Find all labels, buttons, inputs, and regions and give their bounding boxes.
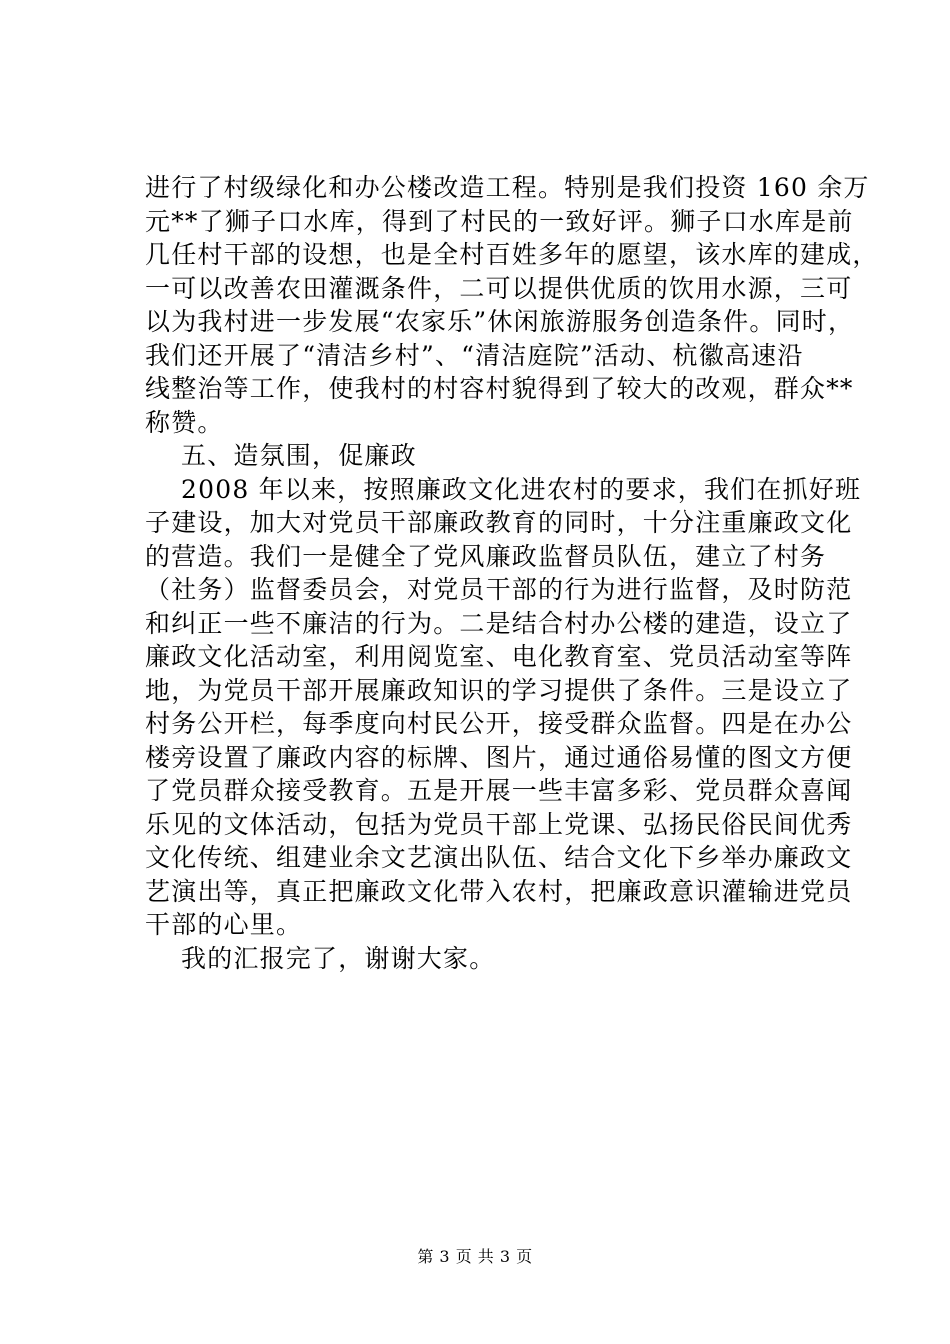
section-heading-text: 五、造氛围，促廉政 (181, 441, 417, 470)
paragraph-integrity-culture (145, 473, 862, 942)
text-line: 一可以改善农田灌溉条件，二可以提供优质的饮用水源，三可 (145, 273, 853, 303)
text-line: 干部的心里。 (145, 910, 303, 939)
text-line: 乐见的文体活动，包括为党员干部上党课、弘扬民俗民间优秀 (145, 809, 853, 839)
text-line: 和纠正一些不廉洁的行为。二是结合村办公楼的建造，设立了 (145, 608, 853, 638)
closing-text: 我的汇报完了，谢谢大家。 (181, 943, 496, 973)
text-line: 以为我村进一步发展“农家乐”休闲旅游服务创造条件。同时， (145, 307, 855, 336)
closing-paragraph (145, 942, 845, 976)
text-line: 几任村干部的设想，也是全村百姓多年的愿望，该水库的建成， (145, 240, 879, 269)
text-line: 元**了狮子口水库，得到了村民的一致好评。狮子口水库是前 (145, 206, 854, 236)
text-line: 线整治等工作，使我村的村容村貌得到了较大的改观，群众** (145, 374, 854, 403)
text-line: 楼旁设置了廉政内容的标牌、图片，通过通俗易懂的图文方便 (145, 742, 853, 772)
text-line: （社务）监督委员会，对党员干部的行为进行监督，及时防范 (145, 575, 853, 604)
paragraph-greening (145, 171, 879, 439)
text-line: 地，为党员干部开展廉政知识的学习提供了条件。三是设立了 (145, 675, 853, 705)
section-heading (145, 439, 845, 473)
text-line: 2008 年以来，按照廉政文化进农村的要求，我们在抓好班 (181, 474, 862, 504)
text-line: 艺演出等，真正把廉政文化带入农村，把廉政意识灌输进党员 (145, 876, 853, 906)
text-line: 文化传统、组建业余文艺演出队伍、结合文化下乡举办廉政文 (145, 843, 853, 872)
text-line: 廉政文化活动室，利用阅览室、电化教育室、党员活动室等阵 (145, 642, 853, 671)
text-line: 我们还开展了“清洁乡村”、“清洁庭院”活动、杭徽高速沿 (145, 340, 804, 370)
text-line: 进行了村级绿化和办公楼改造工程。特别是我们投资 160 余万 (145, 173, 870, 202)
page-number-label: 第 3 页 共 3 页 (417, 1247, 533, 1266)
page-footer (0, 1244, 950, 1267)
document-body (145, 171, 879, 975)
text-line: 村务公开栏，每季度向村民公开，接受群众监督。四是在办公 (145, 709, 853, 738)
text-line: 称赞。 (145, 407, 224, 437)
text-line: 了党员群众接受教育。五是开展一些丰富多彩、党员群众喜闻 (145, 776, 853, 805)
text-line: 的营造。我们一是健全了党风廉政监督员队伍，建立了村务 (145, 541, 827, 571)
text-line: 子建设，加大对党员干部廉政教育的同时，十分注重廉政文化 (145, 508, 853, 537)
